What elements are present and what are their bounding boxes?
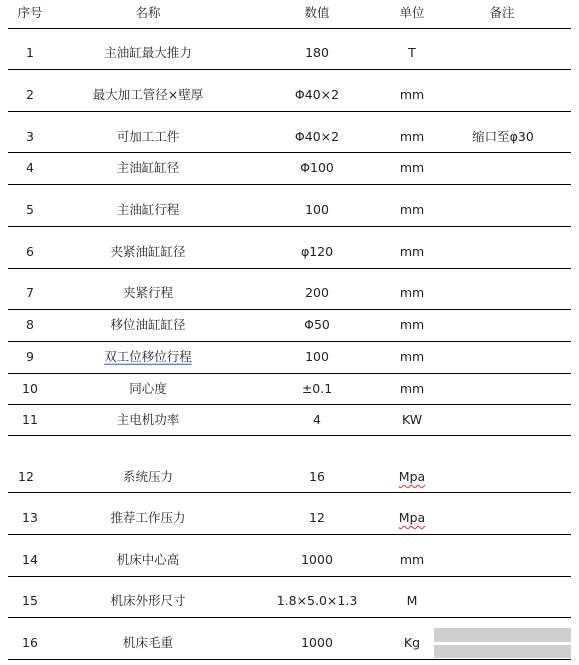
row-name: 可加工工件 [116,128,180,144]
row-value: Φ100 [300,159,334,175]
row-divider [8,152,571,153]
row-name: 机床外形尺寸 [110,592,186,608]
shaded-cell-top [434,628,571,642]
row-index: 3 [26,128,34,144]
row-index: 12 [18,468,34,484]
row-value: Φ50 [304,316,330,332]
row-divider [8,576,571,577]
header-note: 备注 [489,4,515,20]
header-unit: 单位 [399,4,425,20]
row-index: 8 [26,316,34,332]
header-name: 名称 [135,4,161,20]
row-value: 1000 [301,634,333,650]
row-name: 推荐工作压力 [110,509,186,525]
row-note: 缩口至φ30 [472,128,534,144]
row-value: 4 [313,411,321,427]
row-index: 1 [26,44,34,60]
row-value: 1.8×5.0×1.3 [276,592,358,608]
row-unit: mm [399,316,425,332]
row-value: 100 [305,348,329,364]
row-value: Φ40×2 [294,128,340,144]
row-unit: mm [399,128,425,144]
row-value: 180 [305,44,329,60]
row-index: 11 [22,411,38,427]
row-divider [8,659,571,660]
row-value: 16 [309,468,325,484]
row-divider [8,373,571,374]
row-value: 200 [305,284,329,300]
row-name: 双工位移位行程 [104,348,192,364]
row-divider [8,69,571,70]
row-index: 16 [22,634,38,650]
row-value: 100 [305,201,329,217]
row-divider [8,226,571,227]
row-index: 15 [22,592,38,608]
row-name: 最大加工管径×壁厚 [92,86,204,102]
row-name: 主油缸缸径 [116,159,180,175]
row-name: 移位油缸缸径 [110,316,186,332]
row-unit: mm [399,348,425,364]
row-divider [8,28,571,29]
row-unit: Mpa [398,509,426,525]
row-name: 夹紧油缸缸径 [110,243,186,259]
row-unit: mm [399,551,425,567]
table-header [0,0,579,26]
row-unit: mm [399,243,425,259]
row-name: 系统压力 [122,468,174,484]
row-name: 机床毛重 [122,634,174,650]
row-divider [8,111,571,112]
row-value: Φ40×2 [294,86,340,102]
row-name: 主油缸行程 [116,201,180,217]
row-unit: mm [399,201,425,217]
row-unit: mm [399,284,425,300]
shaded-cell-bottom [434,645,571,658]
row-divider [8,268,571,269]
row-name: 同心度 [129,380,167,396]
header-value: 数值 [304,4,330,20]
row-unit: mm [399,380,425,396]
row-unit: KW [401,411,423,427]
row-index: 9 [26,348,34,364]
row-name: 机床中心高 [116,551,180,567]
row-name: 主电机功率 [116,411,180,427]
row-unit: Kg [403,634,421,650]
row-index: 4 [26,159,34,175]
row-unit: mm [399,159,425,175]
row-name: 主油缸最大推力 [104,44,192,60]
row-divider [8,534,571,535]
row-index: 7 [26,284,34,300]
row-name: 夹紧行程 [122,284,174,300]
row-divider [8,184,571,185]
row-index: 2 [26,86,34,102]
row-index: 10 [22,380,38,396]
row-value: 12 [309,509,325,525]
row-divider [8,492,571,493]
row-divider [8,617,571,618]
row-value: φ120 [300,243,334,259]
header-index: 序号 [17,4,43,20]
row-unit: M [406,592,418,608]
row-unit: T [408,44,416,60]
row-index: 13 [22,509,38,525]
row-unit: Mpa [398,468,426,484]
row-value: 1000 [301,551,333,567]
row-divider [8,341,571,342]
row-divider [8,435,571,436]
row-unit: mm [399,86,425,102]
row-index: 6 [26,243,34,259]
row-divider [8,309,571,310]
row-value: ±0.1 [301,380,333,396]
row-divider [8,404,571,405]
row-index: 14 [22,551,38,567]
row-index: 5 [26,201,34,217]
